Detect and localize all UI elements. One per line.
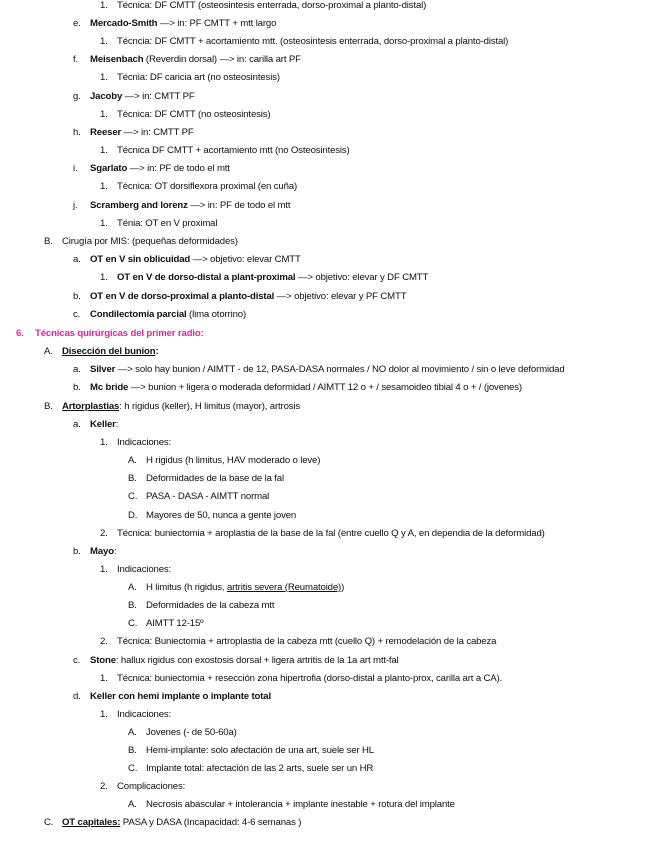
- outline-item: [146, 491, 269, 503]
- outline-item: [90, 655, 399, 667]
- list-marker: b.: [73, 382, 81, 393]
- outline-item: [90, 419, 118, 431]
- list-marker: b.: [73, 291, 81, 302]
- outline-item: [90, 200, 290, 212]
- item-text: (lima otorrino): [186, 309, 246, 320]
- outline-item: [146, 600, 274, 612]
- bold-term: Meisenbach: [90, 54, 144, 65]
- list-marker: c.: [73, 655, 81, 666]
- list-marker: 2.: [100, 528, 108, 539]
- item-text: Técnica: Buniectomia + artroplastia de la cabeza mtt (cuello Q) + remodelación de la cabeza: [117, 636, 497, 647]
- list-marker: e.: [73, 18, 81, 29]
- bold-term: Disección del bunion: [62, 346, 156, 357]
- bold-term: OT en V de dorso-distal a plant-proximal: [117, 272, 296, 283]
- outline-item: [90, 91, 195, 103]
- list-marker: C.: [128, 491, 138, 502]
- outline-item: [117, 673, 502, 685]
- outline-item: [146, 618, 204, 630]
- item-text: ): [341, 582, 345, 593]
- list-marker: B.: [44, 401, 53, 412]
- list-marker: 6.: [16, 328, 24, 339]
- outline-item: [90, 18, 276, 30]
- list-marker: B.: [128, 473, 137, 484]
- outline-item: [90, 254, 301, 266]
- item-text: —> in: PF de todo el mtt: [187, 200, 291, 211]
- outline-item: [146, 510, 296, 522]
- item-text: Complicaciones:: [117, 781, 186, 792]
- list-marker: A.: [128, 455, 137, 466]
- bold-term: Jacoby: [90, 91, 123, 102]
- list-marker: f.: [73, 54, 79, 65]
- list-marker: h.: [73, 127, 81, 138]
- item-text: Indicaciones:: [117, 437, 172, 448]
- item-text: Implante total: afectación de las 2 arts, suele ser un HR: [146, 763, 374, 774]
- item-text: artritis severa (Reumatoide): [226, 582, 342, 593]
- item-text: Técnia: DF caricia art (no osteosintesis): [117, 72, 280, 83]
- outline-item: [62, 817, 301, 829]
- item-text: Indicaciones:: [117, 709, 172, 720]
- list-marker: 1.: [100, 145, 108, 156]
- bold-term: Keller con hemi implante o implante total: [90, 691, 271, 702]
- list-marker: A.: [128, 582, 137, 593]
- item-text: —> in: PF CMTT + mtt largo: [157, 18, 277, 29]
- item-text: PASA - DASA - AIMTT normal: [146, 491, 270, 502]
- item-text: Técnica: buniectomia + resección zona hipertrofia (dorso-distal a planto-prox, carilla art a CA).: [117, 673, 503, 684]
- item-text: Técnica DF CMTT + acortamiento mtt (no Osteosintesis): [117, 145, 350, 156]
- item-text: AIMTT 12-15º: [146, 618, 204, 629]
- list-marker: 1.: [100, 673, 108, 684]
- outline-item: [146, 763, 373, 775]
- bold-term: :: [155, 346, 159, 357]
- outline-item: [146, 799, 455, 811]
- list-marker: C.: [128, 618, 138, 629]
- list-marker: 1.: [100, 109, 108, 120]
- list-marker: D.: [128, 510, 138, 521]
- outline-item: [146, 473, 284, 485]
- bold-term: Mercado-Smith: [90, 18, 158, 29]
- outline-item: [146, 582, 344, 594]
- outline-item: [117, 0, 426, 12]
- bold-term: Artorplastias: [62, 401, 120, 412]
- item-text: Técnica: buniectomia + aroplastia de la base de la fal (entre cuello Q y A, en dependia de la deformidad): [117, 528, 545, 539]
- item-text: :: [113, 546, 117, 557]
- list-marker: A.: [128, 727, 137, 738]
- item-text: —> in: CMTT PF: [121, 127, 194, 138]
- item-text: Jovenes (- de 50-60a): [146, 727, 237, 738]
- list-marker: d.: [73, 691, 81, 702]
- bold-term: Mc bride: [90, 382, 129, 393]
- outline-item: [117, 36, 508, 48]
- outline-item: [90, 546, 116, 558]
- outline-item: [35, 328, 204, 340]
- outline-item: [90, 364, 565, 376]
- item-text: Deformidades de la base de la fal: [146, 473, 284, 484]
- list-marker: 1.: [100, 218, 108, 229]
- list-marker: 1.: [100, 72, 108, 83]
- item-text: Cirugía por MIS: (pequeñas deformidades): [62, 236, 238, 247]
- bold-term: Mayo: [90, 546, 114, 557]
- list-marker: 1.: [100, 36, 108, 47]
- item-text: : hallux rigidus con exostosis dorsal + ligera artritis de la 1a art mtt-fal: [115, 655, 399, 666]
- outline-item: [117, 218, 217, 230]
- bold-term: Silver: [90, 364, 116, 375]
- list-marker: 1.: [100, 437, 108, 448]
- outline-item: [117, 528, 545, 540]
- outline-item: [117, 564, 171, 576]
- item-text: Indicaciones:: [117, 564, 172, 575]
- outline-item: [117, 272, 428, 284]
- item-text: —> objetivo: elevar y DF CMTT: [295, 272, 429, 283]
- item-text: (Reverdin dorsal) —> in: carilla art PF: [143, 54, 301, 65]
- list-marker: B.: [44, 236, 53, 247]
- item-text: —> objetivo: elevar CMTT: [190, 254, 301, 265]
- item-text: H limitus (h rigidus,: [146, 582, 227, 593]
- list-marker: 2.: [100, 636, 108, 647]
- list-marker: 2.: [100, 781, 108, 792]
- list-marker: a.: [73, 419, 81, 430]
- list-marker: j.: [73, 200, 78, 211]
- list-marker: B.: [128, 745, 137, 756]
- outline-item: [62, 236, 238, 248]
- list-marker: 1.: [100, 181, 108, 192]
- outline-item: [90, 309, 246, 321]
- item-text: —> in: PF de todo el mtt: [127, 163, 230, 174]
- list-marker: c.: [73, 309, 81, 320]
- outline-item: [117, 709, 171, 721]
- item-text: : h rigidus (keller), H limitus (mayor), artrosis: [119, 401, 301, 412]
- bold-term: Condilectomía parcial: [90, 309, 187, 320]
- list-marker: a.: [73, 254, 81, 265]
- outline-item: [90, 127, 194, 139]
- outline-item: [117, 72, 280, 84]
- list-marker: C.: [44, 817, 54, 828]
- bold-term: Scramberg and lorenz: [90, 200, 188, 211]
- item-text: Hemi-implante: solo afectación de una art, suele ser HL: [146, 745, 374, 756]
- outline-item: [90, 54, 301, 66]
- item-text: Técncia: DF CMTT + acortamiento mtt. (osteosintesis enterrada, dorso-proximal a planto-distal): [117, 36, 509, 47]
- item-text: Mayores de 50, nunca a gente joven: [146, 510, 297, 521]
- outline-item: [117, 145, 350, 157]
- outline-item: [62, 401, 300, 413]
- item-text: —> bunion + ligera o moderada deformidad / AIMTT 12 o + / sesamoideo tibial 4 o + / (jovenes): [128, 382, 522, 393]
- item-text: —> objetivo: elevar y PF CMTT: [274, 291, 407, 302]
- outline-item: [90, 382, 522, 394]
- item-text: Ténia: OT en V proximal: [117, 218, 218, 229]
- outline-item: [90, 291, 406, 303]
- list-marker: i.: [73, 163, 78, 174]
- item-text: —> in: CMTT PF: [122, 91, 195, 102]
- outline-item: [146, 745, 374, 757]
- item-text: :: [115, 419, 119, 430]
- item-text: Técnicas quirúrgicas del primer radio:: [35, 328, 204, 339]
- list-marker: C.: [128, 763, 138, 774]
- outline-item: [117, 781, 185, 793]
- item-text: Técnica: OT dorsiflexora proximal (en cuña): [117, 181, 297, 192]
- list-marker: g.: [73, 91, 81, 102]
- outline-item: [146, 455, 320, 467]
- outline-item: [117, 109, 270, 121]
- list-marker: A.: [128, 799, 137, 810]
- list-marker: b.: [73, 546, 81, 557]
- item-text: PASA y DASA (Incapacidad: 4-6 semanas ): [120, 817, 302, 828]
- list-marker: a.: [73, 364, 81, 375]
- bold-term: Reeser: [90, 127, 122, 138]
- outline-item: [90, 163, 230, 175]
- item-text: Deformidades de la cabeza mtt: [146, 600, 275, 611]
- bold-term: Keller: [90, 419, 116, 430]
- outline-item: [62, 346, 159, 358]
- outline-item: [90, 691, 271, 703]
- item-text: H rigidus (h limitus, HAV moderado o leve): [146, 455, 321, 466]
- bold-term: OT en V sin oblicuidad: [90, 254, 191, 265]
- outline-item: [117, 437, 171, 449]
- outline-item: [117, 181, 297, 193]
- item-text: Necrosis abascular + intolerancia + implante inestable + rotura del implante: [146, 799, 455, 810]
- list-marker: 1.: [100, 0, 108, 11]
- list-marker: 1.: [100, 564, 108, 575]
- bold-term: OT en V de dorso-proximal a planto-distal: [90, 291, 275, 302]
- item-text: —> solo hay bunion / AIMTT - de 12, PASA-DASA normales / NO dolor al movimiento / sin o leve deformidad: [115, 364, 565, 375]
- bold-term: Stone: [90, 655, 116, 666]
- list-marker: 1.: [100, 272, 108, 283]
- outline-item: [117, 636, 496, 648]
- item-text: Técnica: DF CMTT (no osteosintesis): [117, 109, 271, 120]
- item-text: Técnica: DF CMTT (osteosintesis enterrada, dorso-proximal a planto-distal): [117, 0, 427, 11]
- outline-item: [146, 727, 237, 739]
- list-marker: A.: [44, 346, 53, 357]
- bold-term: OT capitales:: [62, 817, 121, 828]
- list-marker: 1.: [100, 709, 108, 720]
- list-marker: B.: [128, 600, 137, 611]
- bold-term: Sgarlato: [90, 163, 128, 174]
